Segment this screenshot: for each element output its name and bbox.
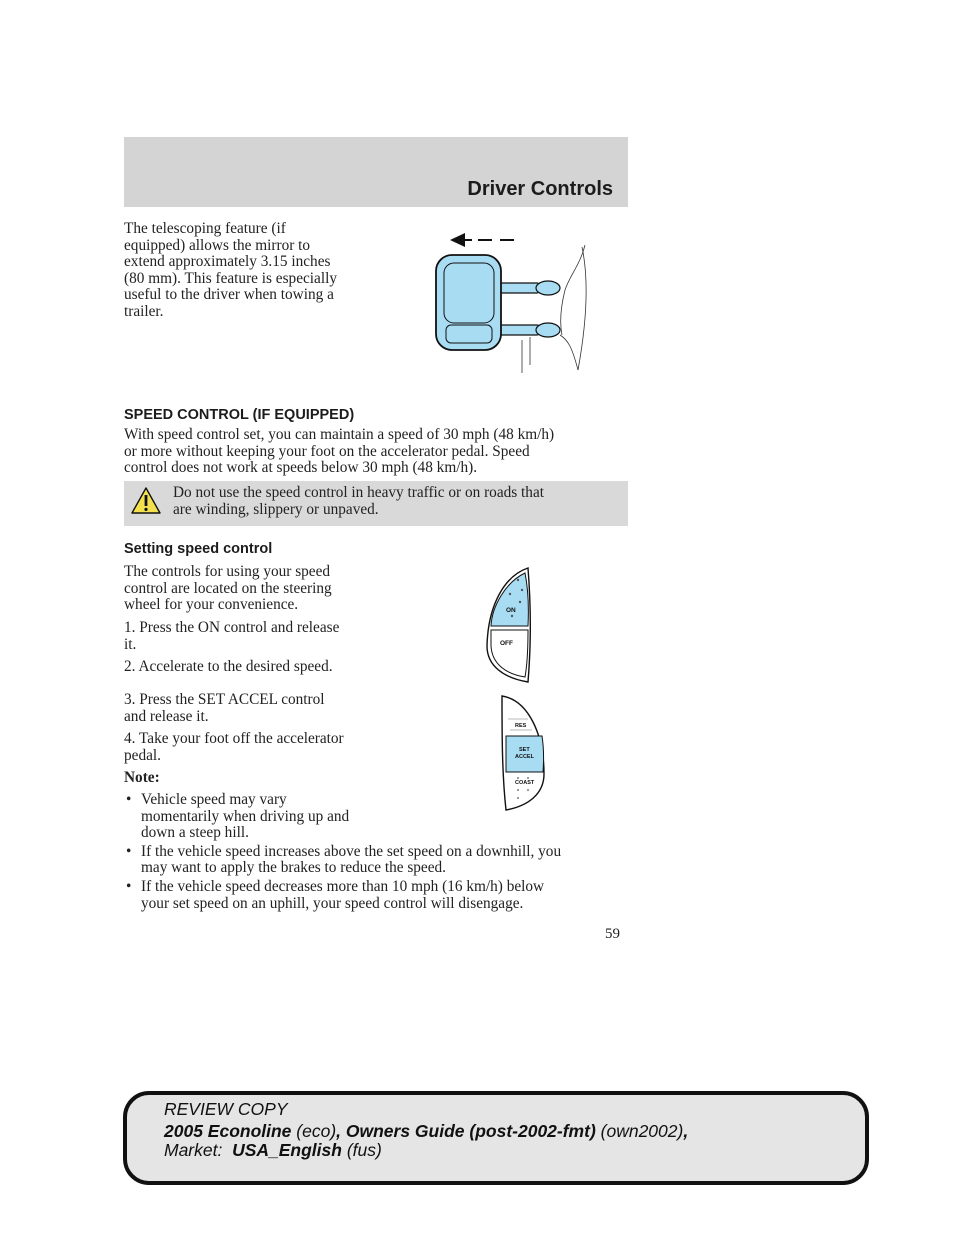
text-line: control does not work at speeds below 30 mph (48 km/h). xyxy=(124,459,478,477)
coast-control-label: COAST xyxy=(515,780,535,786)
note-bullet-list xyxy=(124,792,624,914)
guide-name: , Owners Guide (post-2002-fmt) xyxy=(336,1121,596,1141)
text-line: If the vehicle speed increases above the set speed on a downhill, you xyxy=(141,842,562,860)
text-line: With speed control set, you can maintain a speed of 30 mph (48 km/h) xyxy=(124,426,555,443)
telescoping-mirror-illustration xyxy=(430,225,600,375)
text-line: control are located on the steering xyxy=(124,579,332,597)
accel-control-label: ACCEL xyxy=(515,754,534,760)
list-item: • If the vehicle speed increases above the set speed on a downhill, you may want to apply the brakes to reduce the speed. xyxy=(124,844,624,877)
arrow-left-icon xyxy=(450,233,465,247)
page-number: 59 xyxy=(605,926,620,942)
set-accel-control-illustration xyxy=(498,694,548,812)
text-line: wheel for your convenience. xyxy=(124,596,299,614)
model-name: 2005 Econoline xyxy=(164,1121,292,1141)
on-control-label: ON xyxy=(506,607,516,614)
step-4 xyxy=(124,731,384,764)
separator: , xyxy=(683,1121,689,1141)
text-line: it. xyxy=(124,635,137,653)
text-line: your set speed on an uphill, your speed control will disengage. xyxy=(141,894,524,912)
text-line: (80 mm). This feature is especially xyxy=(124,269,337,287)
list-item: • Vehicle speed may vary momentarily when driving up and down a steep hill. xyxy=(124,792,624,842)
text-line: The telescoping feature (if xyxy=(124,220,286,237)
model-code: (eco) xyxy=(291,1121,337,1141)
warning-triangle-icon xyxy=(130,486,162,516)
guide-code: (own2002) xyxy=(595,1121,684,1141)
warning-box xyxy=(124,481,628,526)
market-code: (fus) xyxy=(341,1140,382,1160)
text-line: are winding, slippery or unpaved. xyxy=(173,500,379,518)
text-line: The controls for using your speed xyxy=(124,563,331,580)
text-line: may want to apply the brakes to reduce the speed. xyxy=(141,859,446,877)
step-1 xyxy=(124,620,384,653)
setting-speed-control-heading: Setting speed control xyxy=(124,541,273,557)
review-copy-footer xyxy=(123,1091,869,1185)
text-line: and release it. xyxy=(124,707,209,725)
text-line: extend approximately 3.15 inches xyxy=(124,253,331,271)
section-header-band xyxy=(124,137,628,207)
text-line: 1. Press the ON control and release xyxy=(124,619,340,636)
text-line: trailer. xyxy=(124,302,164,320)
text-line: or more without keeping your foot on the accelerator pedal. Speed xyxy=(124,442,530,460)
text-line: pedal. xyxy=(124,746,161,764)
speed-control-heading: SPEED CONTROL (IF EQUIPPED) xyxy=(124,407,355,423)
text-line: equipped) allows the mirror to xyxy=(124,236,311,254)
warning-text xyxy=(173,485,618,518)
res-control-label: RES xyxy=(515,723,527,729)
text-line: If the vehicle speed decreases more than 10 mph (16 km/h) below xyxy=(141,877,545,895)
off-control-label: OFF xyxy=(500,640,513,647)
document-info-line xyxy=(164,1121,688,1142)
mirror-paragraph xyxy=(124,221,374,321)
review-copy-label: REVIEW COPY xyxy=(164,1099,288,1119)
step-2: 2. Accelerate to the desired speed. xyxy=(124,658,333,675)
text-line: Vehicle speed may vary xyxy=(141,791,287,808)
list-item: • If the vehicle speed decreases more than 10 mph (16 km/h) below your set speed on an uphill, your speed control will disengage. xyxy=(124,879,624,912)
text-line: momentarily when driving up and xyxy=(141,807,350,825)
text-line: 4. Take your foot off the accelerator xyxy=(124,730,344,747)
note-label: Note: xyxy=(124,769,160,786)
market-name: USA_English xyxy=(232,1140,342,1160)
speed-control-intro xyxy=(124,427,628,477)
text-line: 3. Press the SET ACCEL control xyxy=(124,691,325,708)
text-line: down a steep hill. xyxy=(141,824,249,842)
text-line: Do not use the speed control in heavy traffic or on roads that xyxy=(173,484,544,501)
market-label: Market: xyxy=(164,1140,233,1160)
set-control-label: SET xyxy=(519,747,530,753)
on-off-control-illustration xyxy=(484,566,534,684)
market-line xyxy=(164,1140,382,1161)
section-title: Driver Controls xyxy=(467,178,613,200)
step-3 xyxy=(124,692,384,725)
setting-intro xyxy=(124,564,384,614)
text-line: useful to the driver when towing a xyxy=(124,286,334,304)
